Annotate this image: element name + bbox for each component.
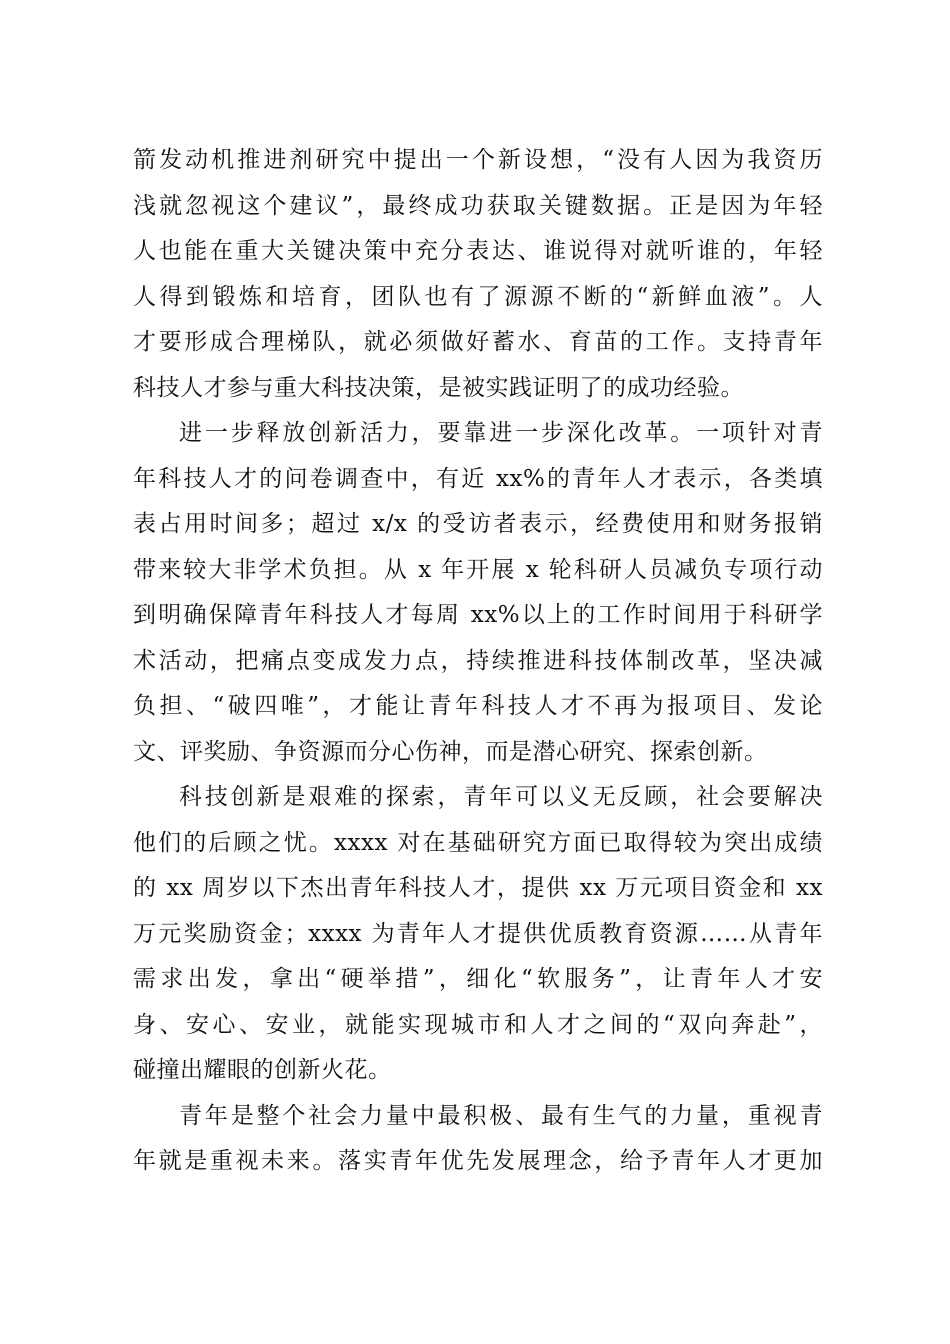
- body-text: [133, 138, 823, 1185]
- text-line: 浅就忽视这个建议”，最终成功获取关键数据。正是因为年轻: [133, 192, 823, 219]
- text-line: 他们的后顾之忧。xxxx 对在基础研究方面已取得较为突出成绩: [133, 829, 823, 856]
- paragraph-start-line: 青年是整个社会力量中最积极、最有生气的力量，重视青: [179, 1102, 823, 1129]
- text-line: 需求出发，拿出“硬举措”，细化“软服务”，让青年人才安: [133, 966, 823, 992]
- text-line: 的 xx 周岁以下杰出青年科技人才，提供 xx 万元项目资金和 xx: [133, 875, 823, 901]
- text-line: 带来较大非学术负担。从 x 年开展 x 轮科研人员减负专项行动: [133, 556, 823, 583]
- text-line: 术活动，把痛点变成发力点，持续推进科技体制改革，坚决减: [133, 647, 823, 674]
- text-line: 人得到锻炼和培育，团队也有了源源不断的“新鲜血液”。人: [133, 283, 823, 310]
- text-line: 箭发动机推进剂研究中提出一个新设想，“没有人因为我资历: [133, 147, 823, 173]
- text-line: 才要形成合理梯队，就必须做好蓄水、育苗的工作。支持青年: [133, 329, 823, 355]
- text-line: 表占用时间多；超过 x/x 的受访者表示，经费使用和财务报销: [133, 511, 823, 537]
- paragraph-start-line: 进一步释放创新活力，要靠进一步深化改革。一项针对青: [179, 420, 823, 446]
- text-line: 人也能在重大关键决策中充分表达、谁说得对就听谁的，年轻: [133, 238, 823, 264]
- paragraph-start-line: 科技创新是艰难的探索，青年可以义无反顾，社会要解决: [179, 784, 823, 810]
- text-line: 年就是重视未来。落实青年优先发展理念，给予青年人才更加: [133, 1148, 823, 1174]
- text-line: 万元奖励资金；xxxx 为青年人才提供优质教育资源……从青年: [133, 920, 823, 947]
- text-line: 负担、“破四唯”，才能让青年科技人才不再为报项目、发论: [133, 693, 823, 719]
- text-line: 科技人才参与重大科技决策，是被实践证明了的成功经验。: [133, 374, 744, 401]
- text-line: 年科技人才的问卷调查中，有近 xx%的青年人才表示，各类填: [133, 465, 823, 492]
- text-line: 身、安心、安业，就能实现城市和人才之间的“双向奔赴”，: [133, 1011, 823, 1038]
- text-line: 到明确保障青年科技人才每周 xx%以上的工作时间用于科研学: [133, 602, 823, 628]
- text-line: 碰撞出耀眼的创新火花。: [133, 1057, 392, 1083]
- text-line: 文、评奖励、争资源而分心伤神，而是潜心研究、探索创新。: [133, 738, 768, 765]
